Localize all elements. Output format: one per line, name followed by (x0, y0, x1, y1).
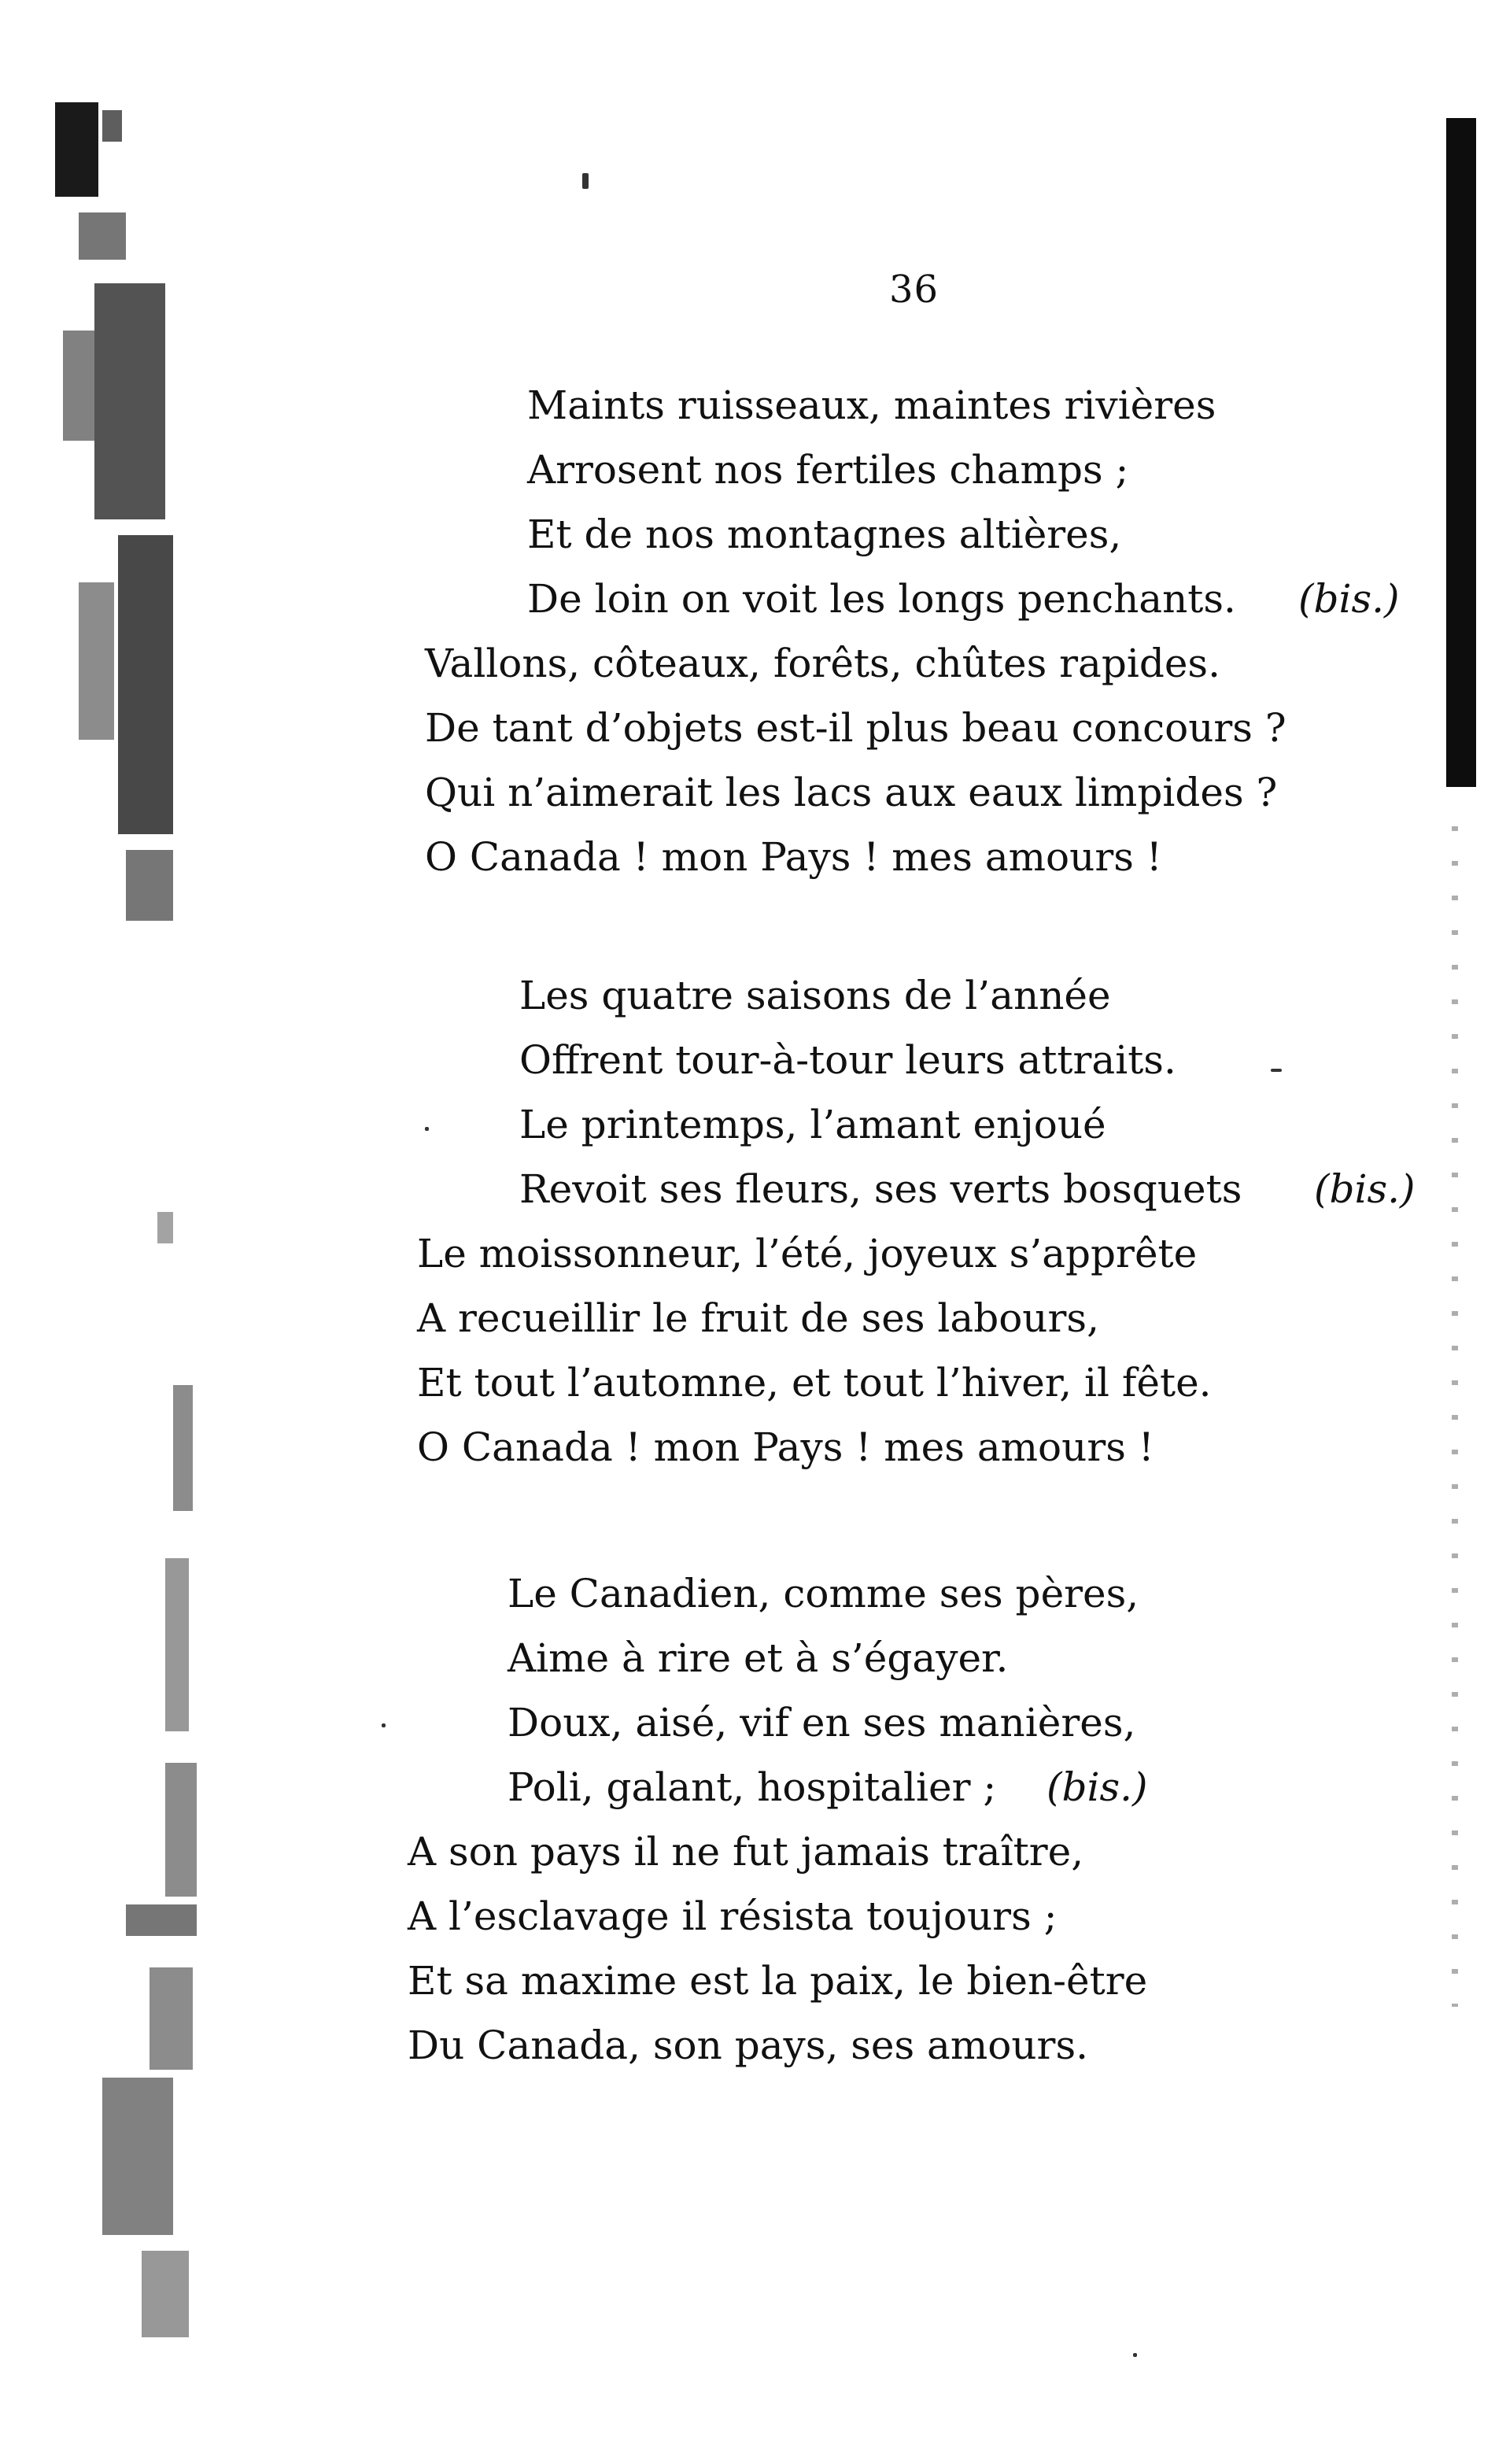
bis-refrain-marker: (bis.) (1298, 576, 1400, 622)
verse-line: Qui n’aimerait les lacs aux eaux limpides ? (425, 770, 1278, 815)
verse-line: Les quatre saisons de l’année (519, 973, 1111, 1018)
verse-line: Revoit ses fleurs, ses verts bosquets (519, 1166, 1242, 1212)
verse-line: Aime à rire et à s’égayer. (508, 1635, 1009, 1681)
verse-line: A l’esclavage il résista toujours ; (408, 1893, 1058, 1939)
verse-line: Du Canada, son pays, ses amours. (408, 2023, 1089, 2068)
verse-line: Et sa maxime est la paix, le bien-être (408, 1958, 1148, 2004)
verse-line: A recueillir le fruit de ses labours, (417, 1295, 1099, 1341)
verse-line: O Canada ! mon Pays ! mes amours ! (417, 1424, 1154, 1470)
verse-line: Offrent tour-à-tour leurs attraits. (519, 1037, 1176, 1083)
verse-line: O Canada ! mon Pays ! mes amours ! (425, 834, 1162, 880)
verse-line: Maints ruisseaux, maintes rivières (527, 382, 1216, 428)
scan-speck (1133, 2353, 1137, 2357)
scan-speck (1271, 1069, 1282, 1072)
verse-line: De loin on voit les longs penchants. (527, 576, 1236, 622)
verse-line: A son pays il ne fut jamais traître, (408, 1829, 1084, 1875)
verse-line: Et tout l’automne, et tout l’hiver, il fête. (417, 1360, 1212, 1406)
verse-line: Arrosent nos fertiles champs ; (527, 447, 1129, 493)
verse-line: Le moissonneur, l’été, joyeux s’apprête (417, 1231, 1198, 1276)
scan-speck (425, 1127, 429, 1131)
verse-line: Doux, aisé, vif en ses manières, (508, 1700, 1136, 1745)
page-number: 36 (889, 268, 939, 312)
verse-line: Le Canadien, comme ses pères, (508, 1571, 1139, 1616)
scan-specks-right (1452, 826, 1458, 2007)
bis-refrain-marker: (bis.) (1314, 1166, 1416, 1212)
scan-speck (582, 173, 589, 189)
scan-speck (382, 1723, 386, 1727)
bis-refrain-marker: (bis.) (1046, 1764, 1148, 1810)
verse-line: Vallons, côteaux, forêts, chûtes rapides. (425, 641, 1220, 686)
verse-line: Poli, galant, hospitalier ; (508, 1764, 997, 1810)
verse-line: De tant d’objets est-il plus beau concours ? (425, 705, 1286, 751)
verse-line: Et de nos montagnes altières, (527, 512, 1122, 557)
scan-edge-left (47, 94, 165, 2345)
verse-line: Le printemps, l’amant enjoué (519, 1102, 1106, 1147)
scan-edge-right (1446, 118, 1476, 787)
